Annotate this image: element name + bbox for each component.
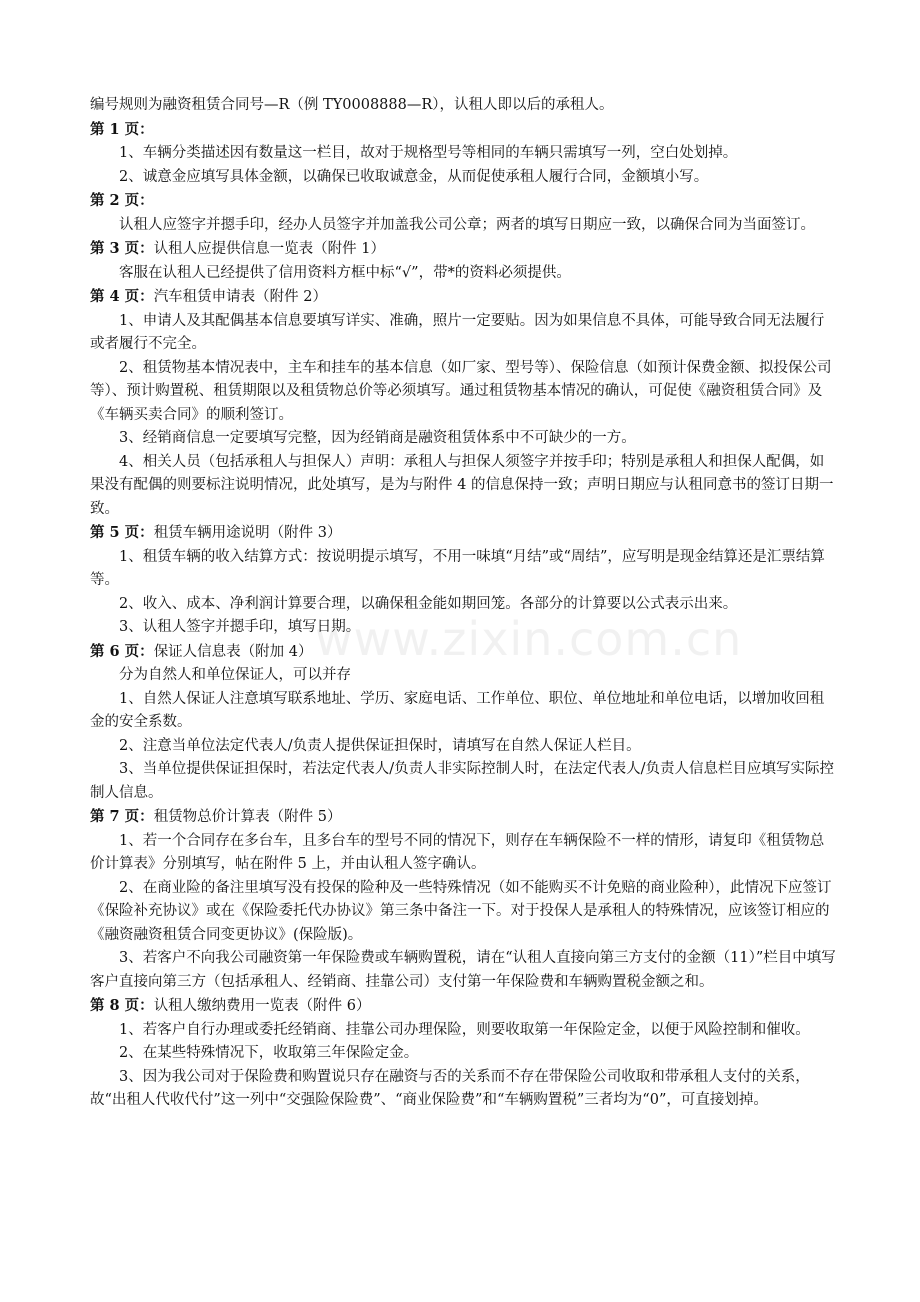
section-paragraph: 1、自然人保证人注意填写联系地址、学历、家庭电话、工作单位、职位、单位地址和单位电话，以增加收回租金的安全系数。 [90,690,825,730]
section-title: 认租人应提供信息一览表（附件 1） [153,241,386,257]
section-heading [90,118,836,143]
section-page-6 [90,640,836,806]
section-page-5 [90,521,836,640]
section-paragraph: 2、租赁物基本情况表中，主车和挂车的基本信息（如厂家、型号等）、保险信息（如预计保费金额、拟投保公司等）、预计购置税、租赁期限以及租赁物总价等必须填写。通过租赁物基本情况的确认，可促使《融资租赁合同》及《车辆买卖合同》的顺利签订。 [90,359,832,423]
section-paragraph: 3、认租人签字并摁手印，填写日期。 [119,619,361,635]
section-paragraph: 1、若一个合同存在多台车，且多台车的型号不同的情况下，则存在车辆保险不一样的情形，请复印《租赁物总价计算表》分别填写，帖在附件 5 上，并由认租人签字确认。 [90,832,825,872]
section-title: 租赁物总价计算表（附件 5） [153,809,342,825]
section-label: 第 4 页： [90,288,154,305]
section-heading [90,237,836,262]
section-paragraph: 2、在某些特殊情况下，收取第三年保险定金。 [119,1045,419,1061]
section-paragraph: 1、车辆分类描述因有数量这一栏目，故对于规格型号等相同的车辆只需填写一列，空白处划掉。 [119,145,738,161]
section-label: 第 7 页： [90,808,154,825]
section-paragraph: 1、租赁车辆的收入结算方式：按说明提示填写，不用一味填“月结”或“周结”，应写明是现金结算还是汇票结算等。 [90,548,825,588]
sections-container [90,118,836,1113]
section-page-3 [90,237,836,285]
section-paragraph: 1、申请人及其配偶基本信息要填写详实、准确，照片一定要贴。因为如果信息不具体，可能导致合同无法履行或者履行不完全。 [90,312,825,352]
section-title: 保证人信息表（附加 4） [153,643,313,660]
section-paragraph: 3、当单位提供保证担保时，若法定代表人/负责人非实际控制人时，在法定代表人/负责人信息栏目应填写实际控制人信息。 [90,761,834,801]
section-page-7 [90,805,836,994]
section-heading [90,285,836,310]
section-page-4 [90,285,836,521]
intro-paragraph: 编号规则为融资租赁合同号—R（例 TY0008888—R），认租人即以后的承租人。 [90,97,614,113]
section-label: 第 2 页： [90,192,154,209]
section-title: 认租人缴纳费用一览表（附件 6） [153,998,371,1014]
section-title: 汽车租赁申请表（附件 2） [153,289,328,305]
section-paragraph: 分为自然人和单位保证人，可以并存 [119,667,351,683]
document-body [90,94,836,1113]
section-label: 第 3 页： [90,240,154,257]
section-paragraph: 3、因为我公司对于保险费和购置说只存在融资与否的关系而不存在带保险公司收取和带承租人支付的关系，故“出租人代收代付”这一列中“交强险保险费”、“商业保险费”和“车辆购置税”三者均为“0”，可直接划掉。 [90,1068,810,1108]
section-paragraph: 4、相关人员（包括承租人与担保人）声明：承租人与担保人须签字并按手印；特别是承租人和担保人配偶，如果没有配偶的则要标注说明情况，此处填写，是为与附件 4 的信息保持一致；声明日期应与认租同意书的签订日期一致。 [90,453,834,517]
section-paragraph: 2、注意当单位法定代表人/负责人提供保证担保时，请填写在自然人保证人栏目。 [119,737,641,754]
section-paragraph: 2、诚意金应填写具体金额，以确保已收取诚意金，从而促使承租人履行合同，金额填小写。 [119,168,709,185]
section-heading [90,640,836,665]
section-heading [90,189,836,214]
watermark-text: www.zixin.com.cn [315,612,743,666]
section-paragraph: 1、若客户自行办理或委托经销商、挂靠公司办理保险，则要收取第一年保险定金，以便于风险控制和催收。 [119,1021,810,1038]
section-paragraph: 3、经销商信息一定要填写完整，因为经销商是融资租赁体系中不可缺少的一方。 [119,430,636,446]
section-page-1 [90,118,836,190]
section-heading [90,994,836,1019]
section-paragraph: 认租人应签字并摁手印，经办人员签字并加盖我公司公章；两者的填写日期应一致，以确保合同为当面签订。 [119,216,815,233]
section-heading [90,521,836,546]
section-label: 第 5 页： [90,524,154,541]
section-heading [90,805,836,830]
section-label: 第 1 页： [90,120,154,138]
section-paragraph: 2、收入、成本、净利润计算要合理，以确保租金能如期回笼。各部分的计算要以公式表示出来。 [119,595,738,612]
section-page-8 [90,994,836,1113]
section-paragraph: 3、若客户不向我公司融资第一年保险费或车辆购置税，请在“认租人直接向第三方支付的金额（11）”栏目中填写客户直接向第三方（包括承租人、经销商、挂靠公司）支付第一年保险费和车辆购置税金额之和。 [90,950,836,990]
section-paragraph: 客服在认租人已经提供了信用资料方框中标“√”，带*的资料必须提供。 [119,264,571,281]
section-title: 租赁车辆用途说明（附件 3） [153,525,342,541]
section-label: 第 8 页： [90,997,154,1014]
section-paragraph: 2、在商业险的备注里填写没有投保的险种及一些特殊情况（如不能购买不计免赔的商业险种），此情况下应签订《保险补充协议》或在《保险委托代办协议》第三条中备注一下。对于投保人是承租人的特殊情况，应该签订相应的《融资融资租赁合同变更协议》(保险版)。 [90,879,832,943]
section-label: 第 6 页： [90,642,154,660]
section-page-2 [90,189,836,237]
